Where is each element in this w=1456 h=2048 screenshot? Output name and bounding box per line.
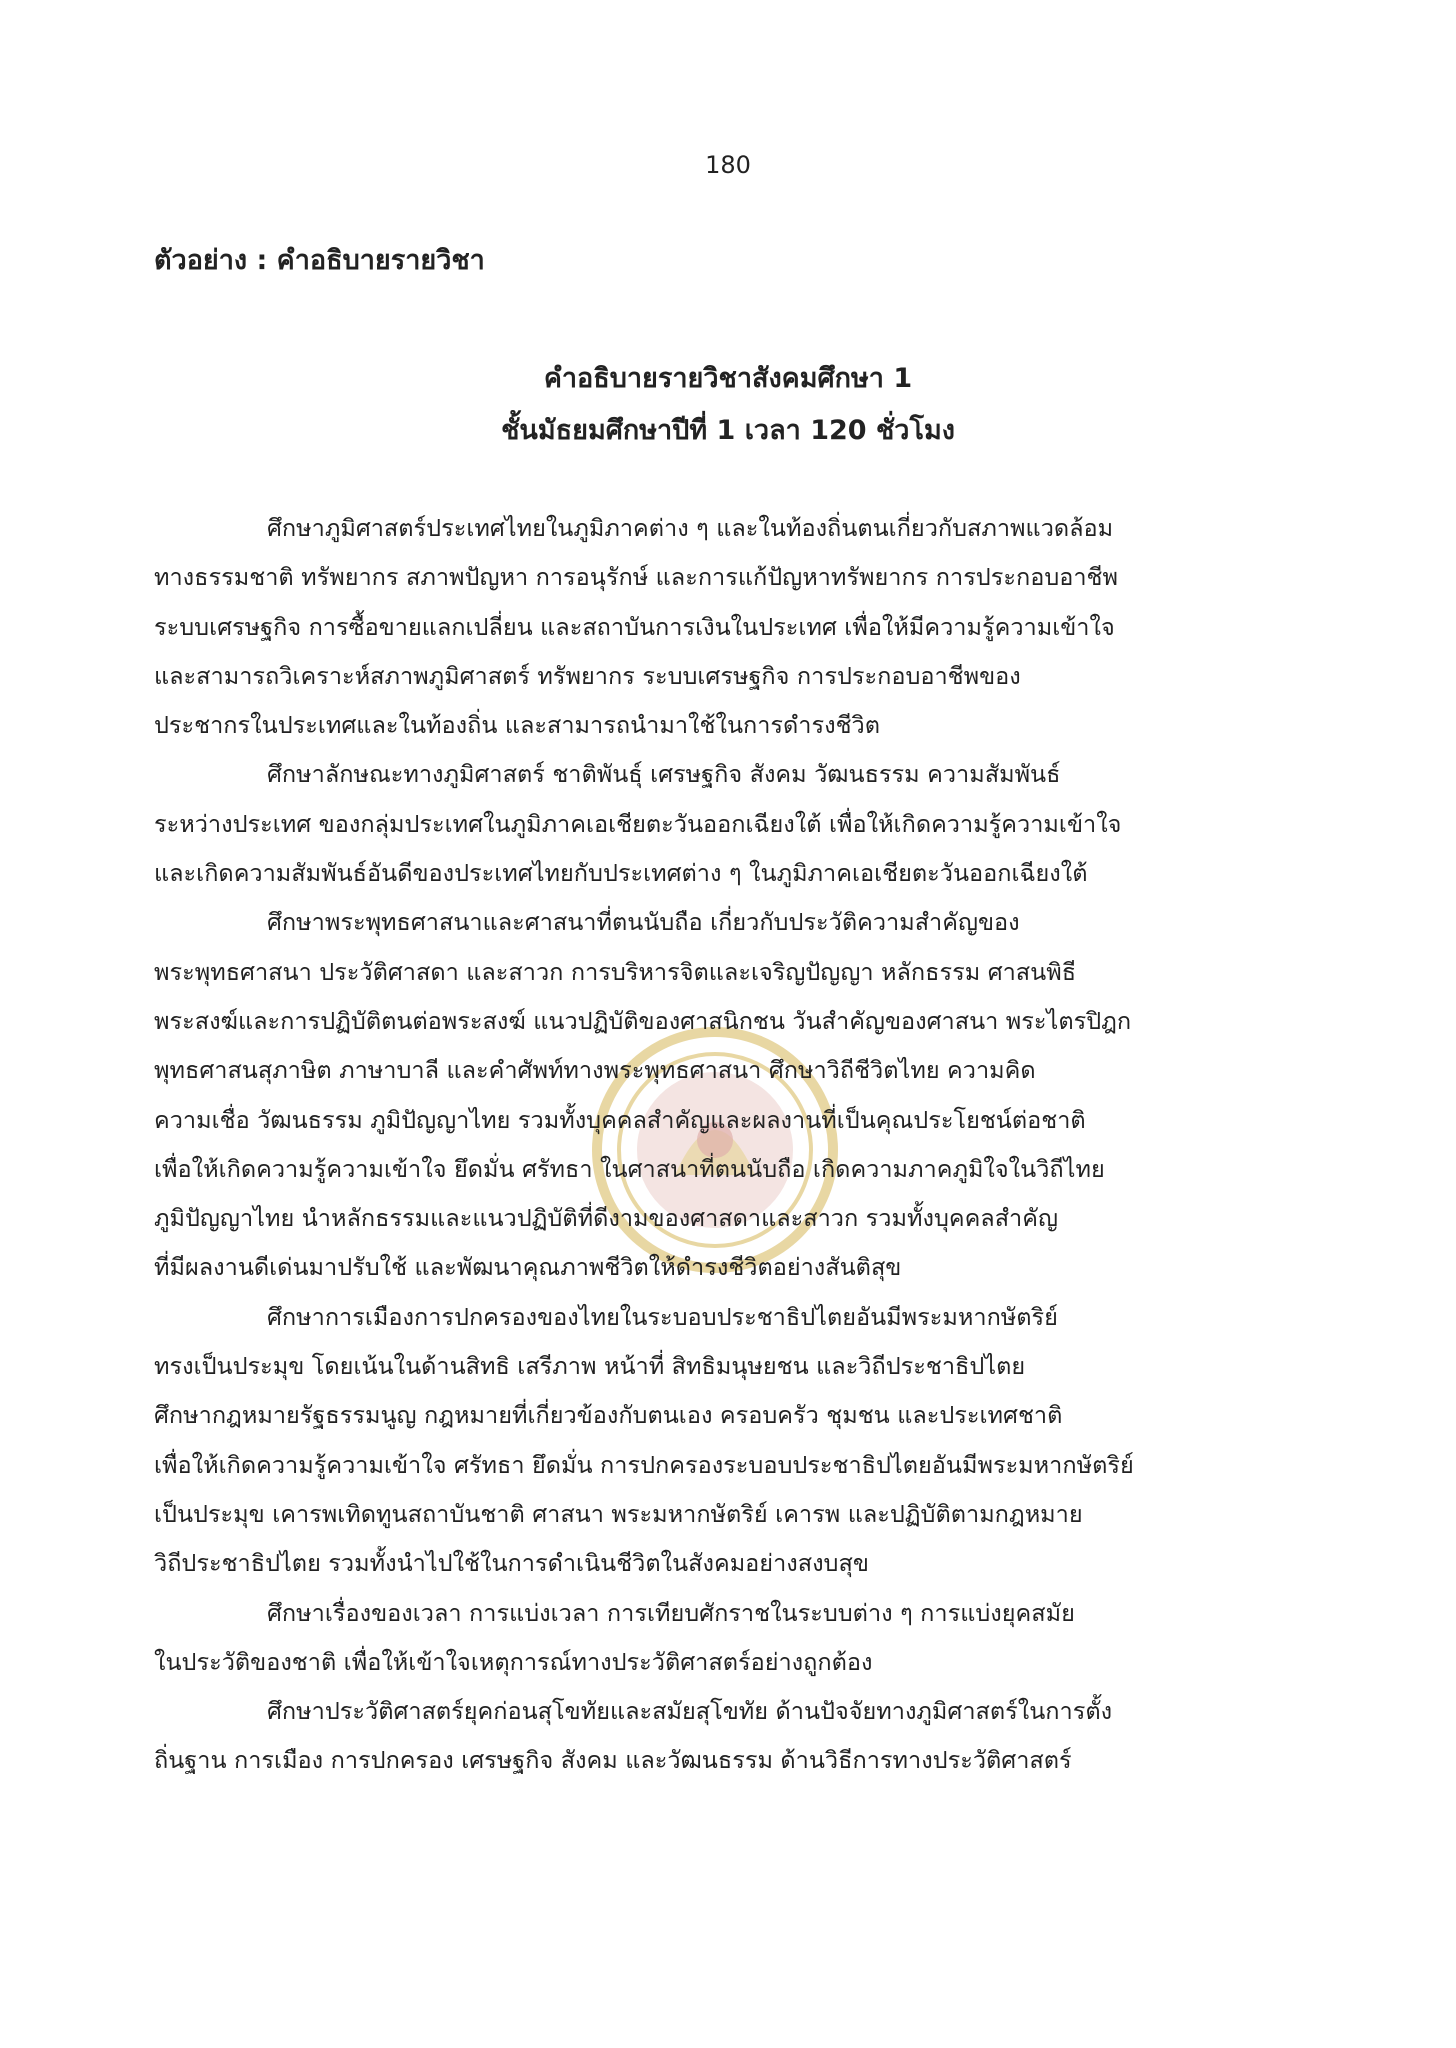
paragraph-line: ศึกษาลักษณะทางภูมิศาสตร์ ชาติพันธุ์ เศรษฐกิจ สังคม วัฒนธรรม ความสัมพันธ์ <box>267 760 1061 789</box>
page-number: 180 <box>705 151 751 179</box>
paragraph-line: พระสงฆ์และการปฏิบัติตนต่อพระสงฆ์ แนวปฏิบัติของศาสนิกชน วันสำคัญของศาสนา พระไตรปิฎก <box>154 1006 1132 1035</box>
paragraph-line: ทรงเป็นประมุข โดยเน้นในด้านสิทธิ เสรีภาพ หน้าที่ สิทธิมนุษยชน และวิถีประชาธิปไตย <box>154 1352 1026 1381</box>
paragraph-line: พระพุทธศาสนา ประวัติศาสดา และสาวก การบริหารจิตและเจริญปัญญา หลักธรรม ศาสนพิธี <box>154 957 1077 986</box>
paragraph-line: พุทธศาสนสุภาษิต ภาษาบาลี และคำศัพท์ทางพระพุทธศาสนา ศึกษาวิถีชีวิตไทย ความคิด <box>154 1056 1036 1085</box>
paragraph-line: ศึกษาการเมืองการปกครองของไทยในระบอบประชาธิปไตยอันมีพระมหากษัตริย์ <box>267 1302 1058 1331</box>
paragraph-line: เพื่อให้เกิดความรู้ความเข้าใจ ยึดมั่น ศรัทธา ในศาสนาที่ตนนับถือ เกิดความภาคภูมิใจในวิถีไทย <box>154 1154 1105 1183</box>
section-label: ตัวอย่าง : คำอธิบายรายวิชา <box>154 245 485 276</box>
paragraph-line: ศึกษาเรื่องของเวลา การแบ่งเวลา การเทียบศักราชในระบบต่าง ๆ การแบ่งยุคสมัย <box>267 1598 1075 1627</box>
paragraph-line: วิถีประชาธิปไตย รวมทั้งนำไปใช้ในการดำเนินชีวิตในสังคมอย่างสงบสุข <box>154 1549 869 1578</box>
paragraph-line: ภูมิปัญญาไทย นำหลักธรรมและแนวปฏิบัติที่ดีงามของศาสดาและสาวก รวมทั้งบุคคลสำคัญ <box>154 1204 1058 1233</box>
paragraph-line: ประชากรในประเทศและในท้องถิ่น และสามารถนำมาใช้ในการดำรงชีวิต <box>154 711 881 740</box>
paragraph-line: ในประวัติของชาติ เพื่อให้เข้าใจเหตุการณ์ทางประวัติศาสตร์อย่างถูกต้อง <box>154 1647 873 1676</box>
course-title-block <box>0 353 1456 457</box>
paragraph-line: ถิ่นฐาน การเมือง การปกครอง เศรษฐกิจ สังคม และวัฒนธรรม ด้านวิธีการทางประวัติศาสตร์ <box>154 1746 1072 1775</box>
paragraph-line: ระหว่างประเทศ ของกลุ่มประเทศในภูมิภาคเอเชียตะวันออกเฉียงใต้ เพื่อให้เกิดความรู้ความเข้าใจ <box>154 809 1122 838</box>
paragraph-line: เพื่อให้เกิดความรู้ความเข้าใจ ศรัทธา ยึดมั่น การปกครองระบอบประชาธิปไตยอันมีพระมหากษัตริย์ <box>154 1450 1134 1479</box>
course-description <box>154 504 1310 1786</box>
course-title: คำอธิบายรายวิชาสังคมศึกษา 1 <box>543 363 913 394</box>
paragraph-line: ระบบเศรษฐกิจ การซื้อขายแลกเปลี่ยน และสถาบันการเงินในประเทศ เพื่อให้มีความรู้ความเข้าใจ <box>154 612 1115 641</box>
course-subtitle: ชั้นมัธยมศึกษาปีที่ 1 เวลา 120 ชั่วโมง <box>501 415 955 446</box>
paragraph-line: ศึกษากฎหมายรัฐธรรมนูญ กฎหมายที่เกี่ยวข้องกับตนเอง ครอบครัว ชุมชน และประเทศชาติ <box>154 1401 1063 1430</box>
paragraph-line: และเกิดความสัมพันธ์อันดีของประเทศไทยกับประเทศต่าง ๆ ในภูมิภาคเอเชียตะวันออกเฉียงใต้ <box>154 859 1088 888</box>
paragraph-line: ศึกษาภูมิศาสตร์ประเทศไทยในภูมิภาคต่าง ๆ และในท้องถิ่นตนเกี่ยวกับสภาพแวดล้อม <box>267 514 1114 542</box>
paragraph-line: ทางธรรมชาติ ทรัพยากร สภาพปัญหา การอนุรักษ์ และการแก้ปัญหาทรัพยากร การประกอบอาชีพ <box>154 563 1118 592</box>
paragraph-line: และสามารถวิเคราะห์สภาพภูมิศาสตร์ ทรัพยากร ระบบเศรษฐกิจ การประกอบอาชีพของ <box>154 661 1021 690</box>
paragraph-line: ศึกษาประวัติศาสตร์ยุคก่อนสุโขทัยและสมัยสุโขทัย ด้านปัจจัยทางภูมิศาสตร์ในการตั้ง <box>267 1697 1113 1726</box>
paragraph-line: ความเชื่อ วัฒนธรรม ภูมิปัญญาไทย รวมทั้งบุคคลสำคัญและผลงานที่เป็นคุณประโยชน์ต่อชาติ <box>154 1105 1086 1134</box>
paragraph-line: ศึกษาพระพุทธศาสนาและศาสนาที่ตนนับถือ เกี่ยวกับประวัติความสำคัญของ <box>267 908 1020 937</box>
paragraph-line: ที่มีผลงานดีเด่นมาปรับใช้ และพัฒนาคุณภาพชีวิตให้ดำรงชีวิตอย่างสันติสุข <box>154 1253 902 1282</box>
paragraph-line: เป็นประมุข เคารพเทิดทูนสถาบันชาติ ศาสนา พระมหากษัตริย์ เคารพ และปฏิบัติตามกฎหมาย <box>154 1499 1083 1528</box>
